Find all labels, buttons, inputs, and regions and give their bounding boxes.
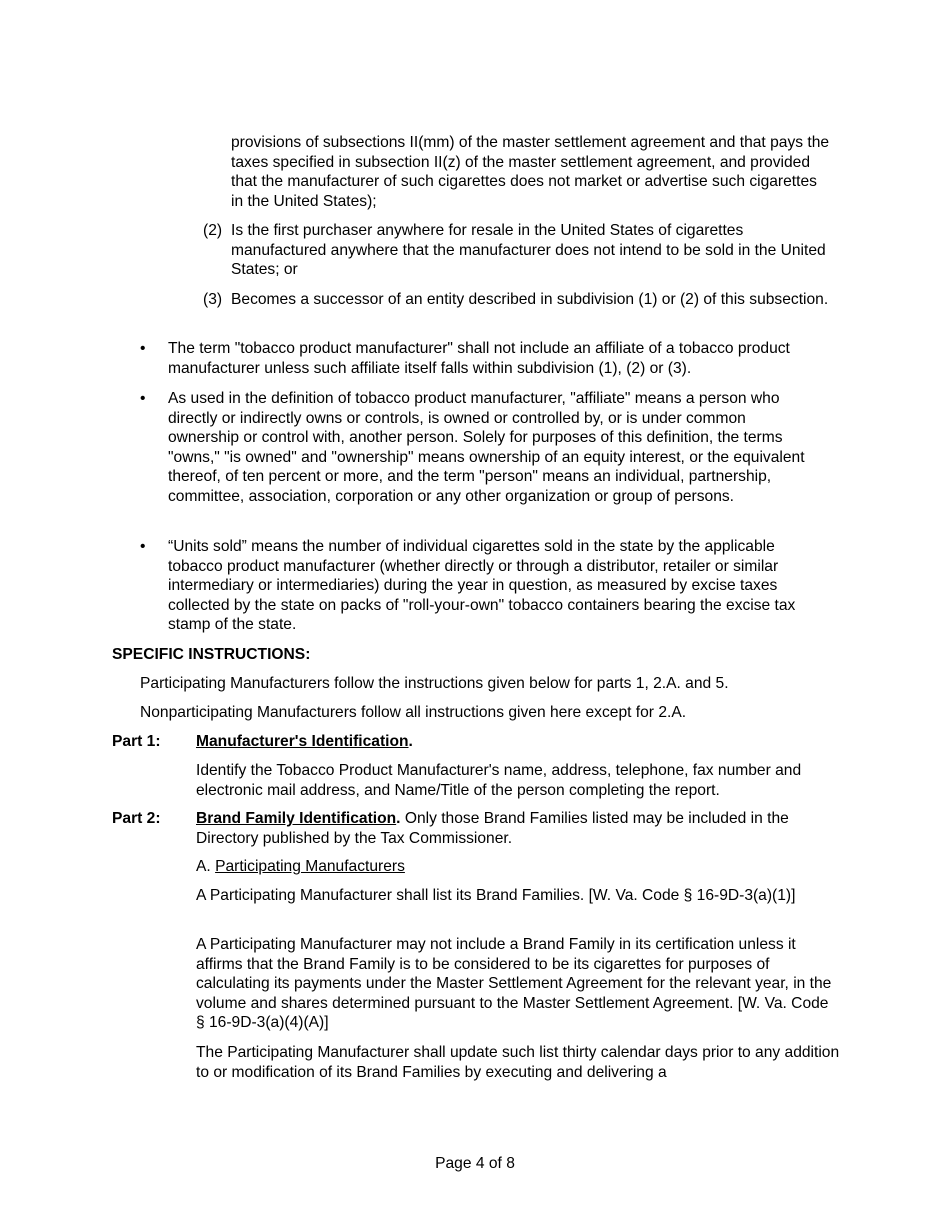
part2-sub-title: Participating Manufacturers <box>215 858 405 875</box>
intro-paragraph: Nonparticipating Manufacturers follow all instructions given here except for 2.A. <box>140 704 687 721</box>
item-text: Becomes a successor of an entity described in subdivision (1) or (2) of this subsection. <box>231 291 829 308</box>
part1-title-end: . <box>408 733 413 750</box>
item-number: (2) <box>203 222 223 239</box>
part1-heading <box>196 732 413 752</box>
item-text: Is the first purchaser anywhere for resale in the United States of cigarettes manufactured anywhere that the manufacturer does not intend to be sold in the United States; or <box>231 222 826 279</box>
part1-label: Part 1: <box>112 733 161 750</box>
part2-sub-prefix: A. <box>196 858 216 875</box>
bullet-icon: • <box>140 538 146 555</box>
bullet-text: As used in the definition of tobacco product manufacturer, "affiliate" means a person who directly or indirectly owns or controls, is owned or controlled by, or is under common ownership or control with, another person. Solely for purposes of this definition, the terms "owns," "is owned" and "ownership" means ownership of an equity interest, or the equivalent thereof, of ten percent or more, and the term "person" means an individual, partnership, committee, association, corporation or any other organization or group of persons. <box>168 390 805 505</box>
part2-subheading <box>196 857 836 877</box>
part2-title-end: . <box>396 810 401 827</box>
part2-heading <box>196 809 832 848</box>
part2-paragraph: A Participating Manufacturer shall list its Brand Families. [W. Va. Code § 16-9D-3(a)(1)] <box>196 887 796 904</box>
continuation-paragraph: provisions of subsections II(mm) of the master settlement agreement and that pays the taxes specified in subsection II(z) of the master settlement agreement, and provided that the manufacturer of such cigarettes does not market or advertise such cigarettes in the United States); <box>231 134 830 210</box>
part2-paragraph: A Participating Manufacturer may not include a Brand Family in its certification unless it affirms that the Brand Family is to be considered to be its cigarettes for purposes of calculating its payments under the Master Settlement Agreement for the relevant year, in the volume and shares determined pursuant to the Master Settlement Agreement. [W. Va. Code § 16-9D-3(a)(4)(A)] <box>196 936 832 1032</box>
specific-instructions-heading: SPECIFIC INSTRUCTIONS: <box>112 646 311 663</box>
bullet-text: “Units sold” means the number of individual cigarettes sold in the state by the applicable tobacco product manufacturer (whether directly or through a distributor, retailer or similar intermediary or intermediaries) during the year in question, as measured by excise taxes collected by the state on packs of "roll-your-own" tobacco containers bearing the excise tax stamp of the state. <box>168 538 796 634</box>
bullet-text: The term "tobacco product manufacturer" shall not include an affiliate of a tobacco product manufacturer unless such affiliate itself falls within subdivision (1), (2) or (3). <box>168 340 790 377</box>
part2-label: Part 2: <box>112 810 161 827</box>
part2-lead: Only those Brand Families listed may be included in the Directory published by the Tax Commissioner. <box>196 810 789 847</box>
part2-paragraph: The Participating Manufacturer shall update such list thirty calendar days prior to any addition to or modification of its Brand Families by executing and delivering a <box>196 1044 840 1081</box>
intro-paragraph: Participating Manufacturers follow the instructions given below for parts 1, 2.A. and 5. <box>140 675 729 692</box>
bullet-icon: • <box>140 340 146 357</box>
part1-body: Identify the Tobacco Product Manufacturer's name, address, telephone, fax number and electronic mail address, and Name/Title of the person completing the report. <box>196 762 802 799</box>
page-footer: Page 4 of 8 <box>435 1155 515 1172</box>
item-number: (3) <box>203 291 223 308</box>
bullet-icon: • <box>140 390 146 407</box>
part2-title: Brand Family Identification <box>196 810 397 827</box>
part1-title: Manufacturer's Identification <box>196 733 409 750</box>
